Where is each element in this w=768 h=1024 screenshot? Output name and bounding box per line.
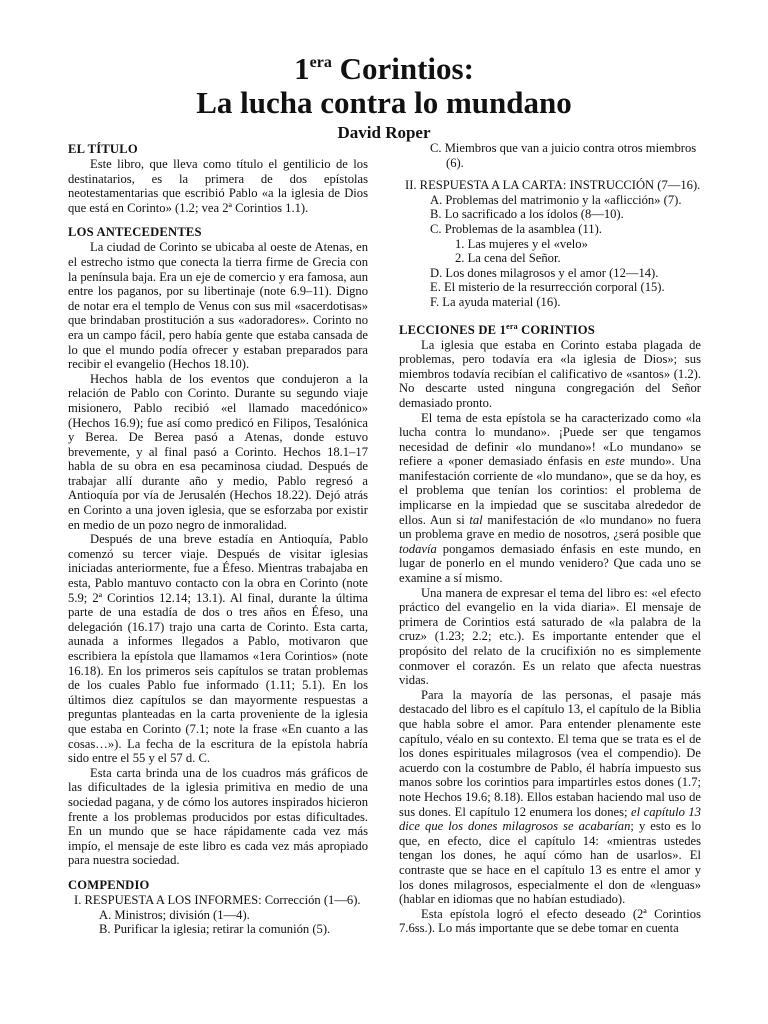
outline-item-IIC: C. Problemas de la asamblea (11).: [430, 221, 602, 236]
paragraph-lecciones-1: La iglesia que estaba en Corinto estaba plagada de problemas, pero todavía era «la iglesia de Dios»; sus miembros todavía recibían el calificativo de «santos» (1.2). No descarte usted ninguna congregación del Señor demasiado pronto.: [399, 337, 701, 410]
heading-lecciones-sup: era: [506, 321, 518, 331]
outline-item-II: II. RESPUESTA A LA CARTA: INSTRUCCIÓN (7—16).: [405, 178, 701, 193]
heading-compendio: COMPENDIO: [68, 877, 150, 892]
title-number: 1: [294, 51, 310, 86]
lecciones-2-italic-3: todavía: [399, 541, 437, 556]
lecciones-2-part-c: manifestación de «lo mundano» no fuera un problema grave en medio de nosotros, ¿será posible que: [399, 512, 701, 542]
outline-item-IC: C. Miembros que van a juicio contra otros miembros (6).: [430, 141, 697, 170]
outline-item-IIE: E. El misterio de la resurrección corporal (15).: [430, 280, 665, 295]
outline-item-IIA: A. Problemas del matrimonio y la «aflicción» (7).: [430, 192, 682, 207]
title-block: [0, 46, 768, 144]
lecciones-2-part-b: mundo». Una manifestación corriente de «lo mundano», que se da hoy, es el problema que tenían los corintios: el problema de implicarse en la impiedad que se suscitaba alrededor de ellos. Aun si: [399, 454, 701, 527]
lecciones-4-italic: el capítulo 13 dice que los dones milagrosos se acabarían: [399, 804, 701, 834]
paragraph-antecedentes-4: Esta carta brinda una de los cuadros más gráficos de las dificultades de la iglesia primitiva en medio de una sociedad pagana, y de cómo los autores inspirados hicieron frente a los problemas producidos por estas dificultades. En un mundo que se hace rápidamente cada vez más impío, el mensaje de este libro es cada vez más apropiado para nuestra sociedad.: [68, 765, 368, 868]
lecciones-2-italic-2: tal: [469, 512, 483, 527]
left-column: [68, 141, 368, 937]
lecciones-2-italic-1: este: [605, 454, 625, 469]
outline-item-IA: A. Ministros; división (1—4).: [99, 907, 250, 922]
author-name: David Roper: [337, 123, 431, 142]
page-subtitle: La lucha contra lo mundano: [196, 85, 572, 120]
paragraph-lecciones-5: Esta epístola logró el efecto deseado (2ª Corintios 7.6ss.). Lo más importante que se debe tomar en cuenta: [399, 906, 701, 936]
title-superscript: era: [309, 54, 332, 71]
outline-item-I: I. RESPUESTA A LOS INFORMES: Corrección (1—6).: [74, 892, 361, 907]
paragraph-antecedentes-1: La ciudad de Corinto se ubicaba al oeste de Atenas, en el estrecho istmo que conecta la tierra firme de Grecia con la península baja. Era un eje de comercio y era famosa, aun entre los paganos, por su libertinaje (note 6.9–11). Digno de notar era el templo de Venus con sus mil «sacerdotisas» que brindaban prostitución a sus «adoradores». Corinto no era un campo fácil, pero había gente que estaba cansada de lo que el mundo podía ofrecer y estaban preparados para recibir el evangelio (Hechos 18.10).: [68, 240, 368, 372]
paragraph-lecciones-3: Una manera de expresar el tema del libro es: «el efecto práctico del evangelio en la vida diaria». El mensaje de primera de Corintios está saturado de «la palabra de la cruz» (1.23; 2.2; etc.). Es importante entender que el propósito del relato de la crucifixión no es simplemente conmover el corazón. Es un relato que afecta nuestras vidas.: [399, 585, 701, 688]
heading-titulo: EL TÍTULO: [68, 142, 138, 156]
paragraph-lecciones-2: [399, 411, 701, 586]
lecciones-2-part-d: pongamos demasiado énfasis en este mundo, en lugar de ponerlo en el mundo venidero? Que cada uno se examine a sí mismo.: [399, 541, 701, 586]
heading-lecciones-text: LECCIONES DE 1: [399, 322, 507, 337]
outline-item-IIC2: 2. La cena del Señor.: [455, 251, 561, 266]
outline-item-IIC1: 1. Las mujeres y el «velo»: [455, 236, 588, 251]
paragraph-titulo: Este libro, que lleva como título el gentilicio de los destinatarios, es la primera de dos epístolas neotestamentarias que escribió Pablo «a la iglesia de Dios que está en Corinto» (1.2; vea 2ª Corintios 1.1).: [68, 157, 368, 215]
page-title: [0, 46, 768, 86]
outline-item-IIB: B. Lo sacrificado a los ídolos (8—10).: [430, 207, 624, 222]
title-book: Corintios:: [331, 51, 474, 86]
paragraph-lecciones-4: [399, 688, 701, 907]
heading-lecciones-rest: CORINTIOS: [517, 322, 596, 337]
outline-list: [68, 893, 368, 937]
lecciones-2-part-a: El tema de esta epístola se ha caracterizado como «la lucha contra lo mundano». ¡Puede ser que tengamos necesidad de definir «lo mundano»! «Lo mundano» se refiere a «poner demasiado énfasis en: [399, 410, 701, 469]
outline-item-IB: B. Purificar la iglesia; retirar la comunión (5).: [99, 922, 331, 937]
heading-lecciones: [399, 319, 701, 338]
heading-antecedentes: LOS ANTECEDENTES: [68, 225, 202, 240]
outline-list-continued: [399, 141, 701, 310]
lecciones-4-part-b: ; y esto es lo que, en efecto, dice el capítulo 14: «mientras ustedes tengan los dones, he aquí cómo han de usarlos». El contraste que se hace en el capítulo 13 es entre el amor y los dones milagrosos, especialmente el don de «lenguas» (hablar en idiomas que no habían estudiado).: [399, 819, 702, 907]
lecciones-4-part-a: Para la mayoría de las personas, el pasaje más destacado del libro es el capítulo 13, el capítulo de la Biblia que habla sobre el amor. Para entender plenamente este capítulo, véalo en su contexto. El tema que se trata es el de los dones espirituales milagrosos (vea el compendio). De acuerdo con la costumbre de Pablo, él habría impuesto sus manos sobre los corintios para impartirles estos dones (1.7; note Hechos 19.6; 8.18). Ellos estaban haciendo mal uso de sus dones. El capítulo 12 enumera los dones;: [399, 687, 701, 819]
right-column: [399, 141, 701, 936]
outline-item-IID: D. Los dones milagrosos y el amor (12—14).: [430, 265, 659, 280]
paragraph-antecedentes-2: Hechos habla de los eventos que condujeron a la relación de Pablo con Corinto. Durante su segundo viaje misionero, Pablo recibió «el llamado macedónico» (Hechos 16.9); fue así como predicó en Filipos, Tesalónica y Berea. De Berea pasó a Atenas, donde estuvo brevemente, y al final pasó a Corinto. Hechos 18.1–17 habla de su obra en esa pecaminosa ciudad. Después de trabajar allí durante año y medio, Pablo regresó a Antioquía por vía de Jerusalén (Hechos 18.22). Dejó atrás en Corinto a una joven iglesia, que se esforzaba por existir en medio de un pozo negro de inmoralidad.: [68, 371, 368, 532]
outline-item-IIF: F. La ayuda material (16).: [430, 294, 561, 309]
paragraph-antecedentes-3: Después de una breve estadía en Antioquía, Pablo comenzó su tercer viaje. Después de visitar iglesias iniciadas anteriormente, fue a Éfeso. Mientras trabajaba en esta, Pablo mantuvo contacto con la obra en Corinto (note 5.9; 2ª Corintios 12.14; 13.1). Al final, durante la última parte de una estadía de dos o tres años en Éfeso, una delegación (16.17) trajo una carta de Corinto. Esta carta, aunada a informes llegados a Pablo, motivaron que escribiera la epístola que llamamos «1era Corintios» (note 16.18). En los primeros seis capítulos se tratan problemas de los cuales Pablo fue informado (1.11; 5.1). En los últimos diez capítulos se dan mayormente respuestas a preguntas planteadas en la carta proveniente de la iglesia que estaba en Corinto (7.1; note la frase «En cuanto a las cosas…»). La fecha de la escritura de la epístola habría sido entre el 55 y el 57 d. C.: [68, 532, 368, 766]
